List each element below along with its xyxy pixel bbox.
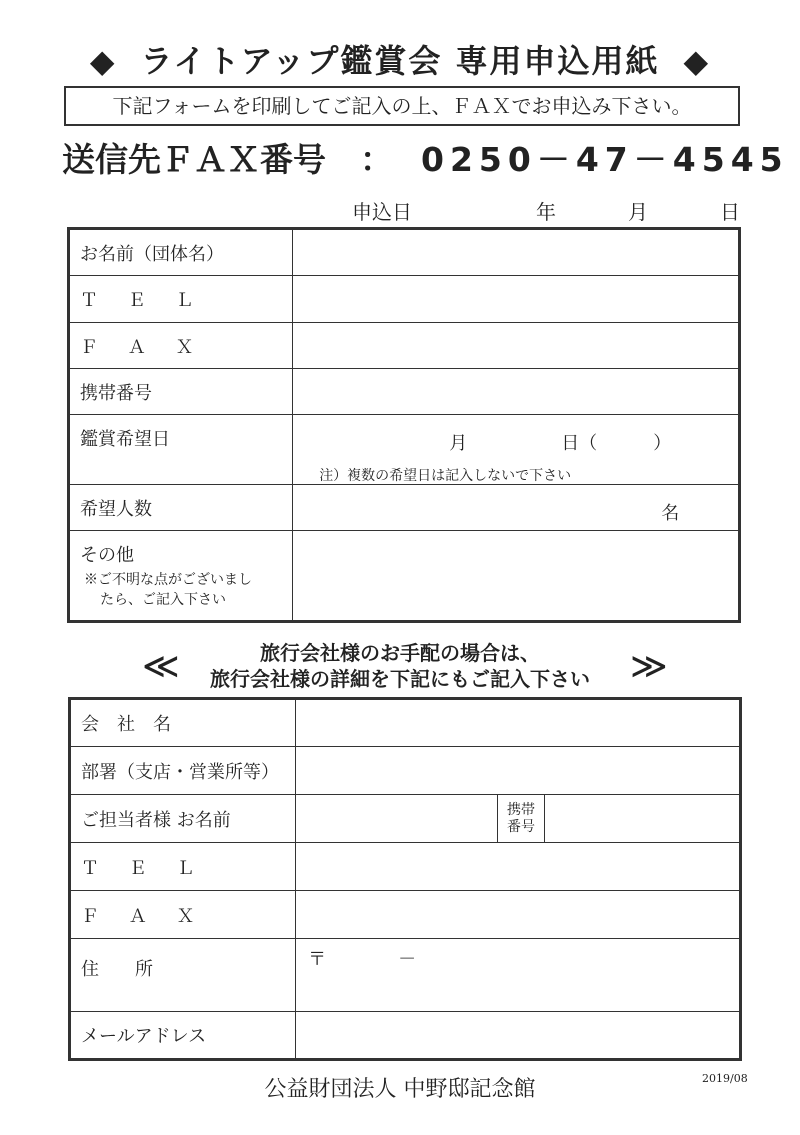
- left-chevron-icon: ≪: [142, 646, 180, 687]
- name-label: お名前（団体名）: [69, 229, 293, 276]
- fax-separator: ：: [360, 140, 393, 179]
- organization-name: 公益財団法人 中野邸記念館: [264, 1077, 536, 1102]
- address-label: 住 所: [70, 939, 296, 1012]
- apply-date-day: 日: [720, 200, 740, 224]
- contact-mobile-label-line1: 携帯: [507, 801, 536, 818]
- viewing-weekday-close: ）: [653, 433, 672, 454]
- agency-tel-label: Ｔ Ｅ Ｌ: [70, 843, 296, 891]
- fax-label: Ｆ Ａ Ｘ: [69, 323, 293, 369]
- applicant-form: [67, 227, 741, 623]
- diamond-right-icon: ◆: [683, 42, 711, 80]
- company-label: 会 社 名: [70, 699, 296, 747]
- fax-number: 0250－47－4545: [421, 140, 789, 179]
- agency-fax-field[interactable]: [296, 891, 741, 939]
- postal-mark: 〒: [308, 949, 327, 970]
- fax-destination: [62, 134, 789, 181]
- diamond-left-icon: ◆: [89, 42, 117, 80]
- right-chevron-icon: ≫: [630, 646, 668, 687]
- other-note-line2: たら、ご記入下さい: [100, 592, 226, 608]
- fax-field[interactable]: [293, 323, 740, 369]
- email-field[interactable]: [296, 1012, 741, 1060]
- apply-date-year: 年: [536, 200, 556, 224]
- tel-field[interactable]: [293, 276, 740, 323]
- company-field[interactable]: [296, 699, 741, 747]
- people-label: 希望人数: [69, 485, 293, 531]
- viewing-date-field[interactable]: [293, 415, 740, 485]
- travel-heading-line2: 旅行会社様の詳細を下記にもご記入下さい: [210, 667, 590, 691]
- apply-date-label: 申込日: [352, 200, 412, 224]
- contact-mobile-label: [498, 795, 545, 843]
- people-unit: 名: [661, 503, 680, 524]
- department-label: 部署（支店・営業所等）: [70, 747, 296, 795]
- travel-agency-heading: [0, 640, 800, 692]
- department-field[interactable]: [296, 747, 741, 795]
- viewing-date-note: 注）複数の希望日は記入しないで下さい: [319, 468, 572, 484]
- viewing-day-unit: 日（: [561, 433, 598, 454]
- fax-destination-label: 送信先ＦＡＸ番号: [62, 140, 326, 179]
- agency-tel-field[interactable]: [296, 843, 741, 891]
- contact-mobile-label-line2: 番号: [507, 818, 536, 835]
- other-label: その他: [80, 545, 134, 566]
- document-date: 2019/08: [702, 1072, 748, 1085]
- contact-mobile-field[interactable]: [544, 795, 740, 843]
- apply-date-row: [0, 196, 800, 224]
- other-field[interactable]: [293, 531, 740, 622]
- print-notice: 下記フォームを印刷してご記入の上、ＦＡＸでお申込み下さい。: [64, 86, 740, 126]
- travel-agency-form: [68, 697, 742, 1061]
- address-field[interactable]: [296, 939, 741, 1012]
- form-title-text: ライトアップ鑑賞会 専用申込用紙: [140, 42, 660, 80]
- agency-fax-label: Ｆ Ａ Ｘ: [70, 891, 296, 939]
- email-label: メールアドレス: [70, 1012, 296, 1060]
- mobile-field[interactable]: [293, 369, 740, 415]
- other-note-line1: ※ご不明な点がございまし: [84, 572, 252, 588]
- form-title: [0, 36, 800, 82]
- mobile-label: 携帯番号: [69, 369, 293, 415]
- tel-label: Ｔ Ｅ Ｌ: [69, 276, 293, 323]
- contact-name-field[interactable]: [296, 795, 498, 843]
- travel-heading-line1: 旅行会社様のお手配の場合は、: [260, 641, 540, 665]
- other-label-cell: [69, 531, 293, 622]
- contact-label: ご担当者様 お名前: [70, 795, 296, 843]
- viewing-month-unit: 月: [449, 433, 468, 454]
- postal-dash: －: [398, 949, 417, 970]
- people-field[interactable]: [293, 485, 740, 531]
- viewing-date-label: 鑑賞希望日: [69, 415, 293, 485]
- name-field[interactable]: [293, 229, 740, 276]
- apply-date-month: 月: [628, 200, 648, 224]
